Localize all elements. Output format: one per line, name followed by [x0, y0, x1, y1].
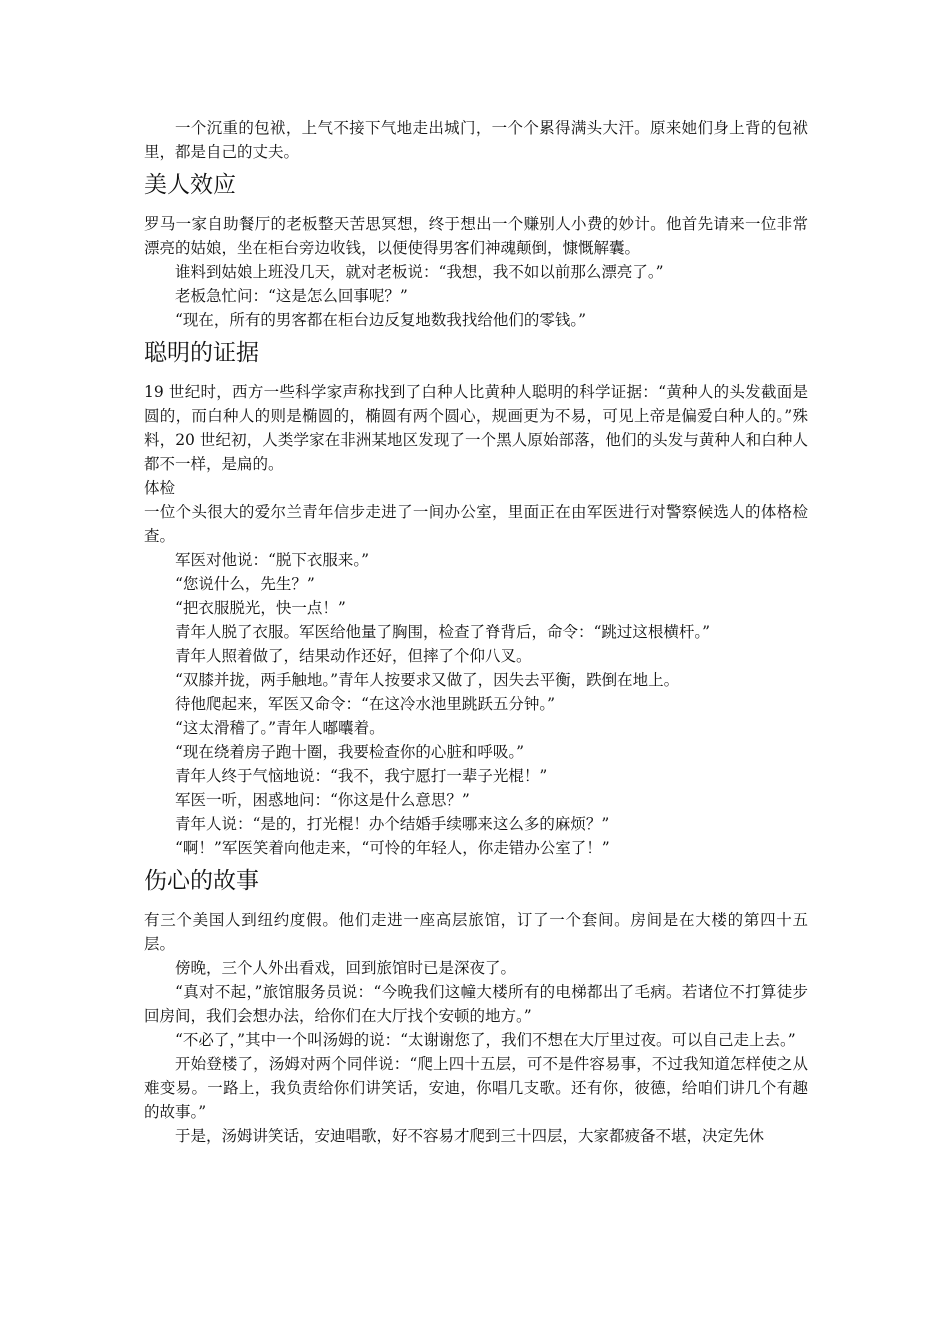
- paragraph: “不必了，”其中一个叫汤姆的说：“太谢谢您了，我们不想在大厅里过夜。可以自己走上去。”: [175, 1031, 796, 1049]
- paragraph: “把衣服脱光，快一点！”: [175, 599, 346, 617]
- section-heading: 美人效应: [144, 172, 236, 198]
- paragraph: “这太滑稽了。”青年人嘟囔着。: [175, 719, 385, 737]
- paragraph: 傍晚，三个人外出看戏，回到旅馆时已是深夜了。: [175, 959, 517, 977]
- paragraph: 开始登楼了，汤姆对两个同伴说：“爬上四十五层，可不是件容易事，不过我知道怎样使之从难变易。一路上，我负责给你们讲笑话，安迪，你唱几支歌。还有你，彼德，给咱们讲几个有趣的故事。”: [144, 1055, 808, 1121]
- paragraph: 谁料到姑娘上班没几天，就对老板说：“我想，我不如以前那么漂亮了。”: [175, 263, 664, 281]
- section-heading: 伤心的故事: [144, 868, 259, 894]
- paragraph: 青年人说：“是的，打光棍！办个结婚手续哪来这么多的麻烦？”: [175, 815, 610, 833]
- paragraph: 一个沉重的包袱，上气不接下气地走出城门，一个个累得满头大汗。原来她们身上背的包袱里，都是自己的丈夫。: [144, 119, 808, 161]
- paragraph: 于是，汤姆讲笑话，安迪唱歌，好不容易才爬到三十四层，大家都疲备不堪，决定先休: [175, 1127, 765, 1145]
- document-page: [144, 116, 808, 1148]
- paragraph: “现在绕着房子跑十圈，我要检查你的心脏和呼吸。”: [175, 743, 525, 761]
- paragraph: “您说什么，先生？”: [175, 575, 315, 593]
- paragraph: 罗马一家自助餐厅的老板整天苦思冥想，终于想出一个赚别人小费的妙计。他首先请来一位非常漂亮的姑娘，坐在柜台旁边收钱，以便使得男客们神魂颠倒，慷慨解囊。: [144, 215, 808, 257]
- paragraph: 有三个美国人到纽约度假。他们走进一座高层旅馆，订了一个套间。房间是在大楼的第四十五层。: [144, 911, 808, 953]
- paragraph: 青年人终于气恼地说：“我不，我宁愿打一辈子光棍！”: [175, 767, 548, 785]
- paragraph: 青年人照着做了，结果动作还好，但摔了个仰八叉。: [175, 647, 532, 665]
- paragraph: 青年人脱了衣服。军医给他量了胸围，检查了脊背后，命令：“跳过这根横杆。”: [175, 623, 711, 641]
- paragraph: “现在，所有的男客都在柜台边反复地数我找给他们的零钱。”: [175, 311, 587, 329]
- paragraph: 待他爬起来，军医又命令：“在这冷水池里跳跃五分钟。”: [175, 695, 556, 713]
- section-heading: 聪明的证据: [144, 340, 259, 366]
- paragraph: “啊！”军医笑着向他走来，“可怜的年轻人，你走错办公室了！”: [175, 839, 610, 857]
- paragraph: 军医对他说：“脱下衣服来。”: [175, 551, 370, 569]
- section-subheading: 体检: [144, 479, 176, 497]
- paragraph: 军医一听，困惑地问：“你这是什么意思？”: [175, 791, 470, 809]
- paragraph: 19 世纪时，西方一些科学家声称找到了白种人比黄种人聪明的科学证据：“黄种人的头发截面是圆的，而白种人的则是椭圆的，椭圆有两个圆心，规画更为不易，可见上帝是偏爱白种人的。”殊料，20 世纪初，人类学家在非洲某地区发现了一个黑人原始部落，他们的头发与黄种人和白种人都不一样，是扁的。: [144, 383, 808, 473]
- paragraph: “真对不起，”旅馆服务员说：“今晚我们这幢大楼所有的电梯都出了毛病。若诸位不打算徒步回房间，我们会想办法，给你们在大厅找个安顿的地方。”: [144, 983, 808, 1025]
- paragraph: 一位个头很大的爱尔兰青年信步走进了一间办公室，里面正在由军医进行对警察候选人的体格检查。: [144, 503, 808, 545]
- paragraph: “双膝并拢，两手触地。”青年人按要求又做了，因失去平衡，跌倒在地上。: [175, 671, 680, 689]
- paragraph: 老板急忙问：“这是怎么回事呢？”: [175, 287, 408, 305]
